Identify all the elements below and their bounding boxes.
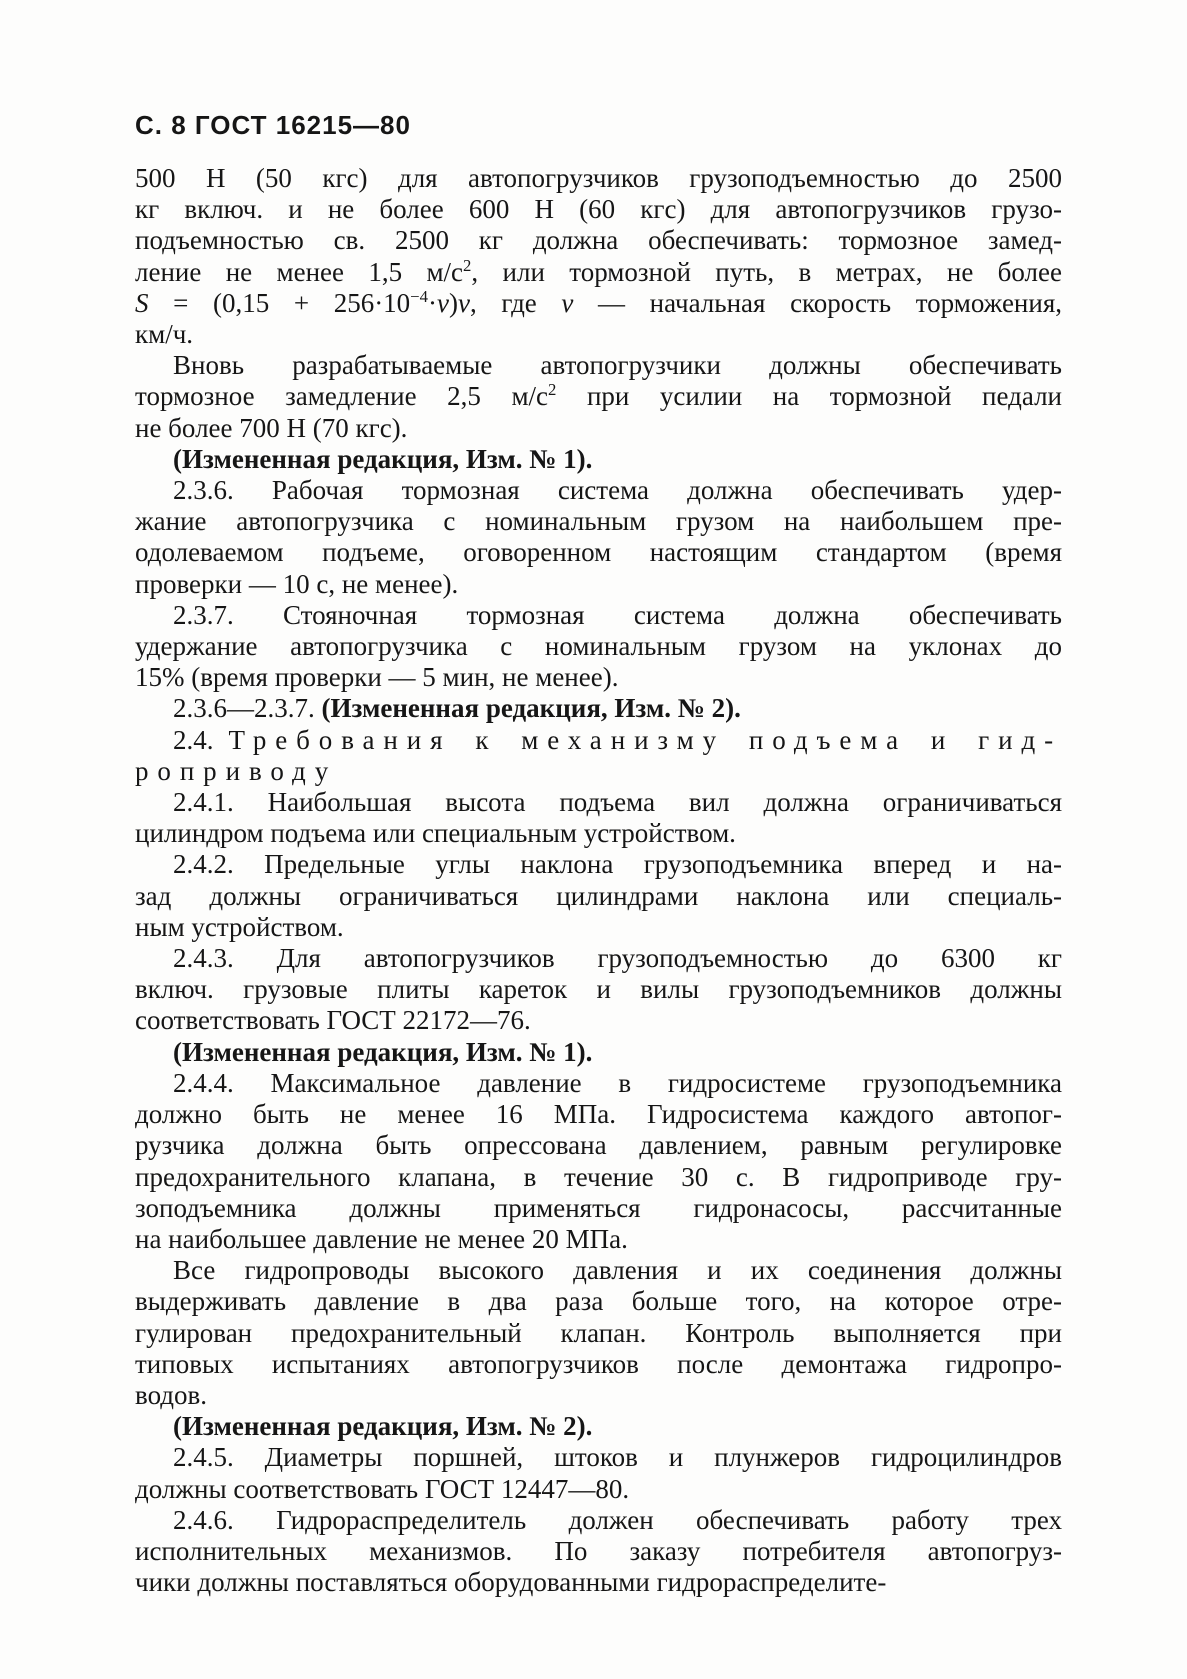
text-line: (Измененная редакция, Изм. № 1).	[173, 1036, 593, 1067]
paragraph	[135, 1255, 1062, 1411]
text-line: на наибольшее давление не менее 20 МПа.	[135, 1223, 628, 1254]
text-line: гулирован предохранительный клапан. Контроль выполняется при	[135, 1317, 1062, 1348]
paragraph	[135, 1068, 1062, 1255]
text-line: 2.3.7. Стояночная тормозная система должна обеспечивать	[173, 599, 1062, 630]
text-line: должны соответствовать ГОСТ 12447—80.	[135, 1473, 630, 1504]
paragraph	[135, 444, 1062, 475]
paragraph	[135, 350, 1062, 444]
text-line: км/ч.	[135, 319, 194, 350]
text-line: 2.3.6—2.3.7. (Измененная редакция, Изм. № 2).	[173, 693, 741, 724]
text-line: (Измененная редакция, Изм. № 1).	[173, 443, 593, 474]
paragraph	[135, 600, 1062, 694]
text-line: не более 700 Н (70 кгс).	[135, 412, 408, 443]
text-line: включ. грузовые плиты кареток и вилы грузоподъемников должны	[135, 974, 1062, 1005]
paragraph	[135, 1505, 1062, 1599]
text-line: 2.4.2. Предельные углы наклона грузоподъемника вперед и на-	[173, 849, 1062, 880]
text-line: типовых испытаниях автопогрузчиков после демонтажа гидропро-	[135, 1348, 1062, 1379]
text-line: цилиндром подъема или специальным устройством.	[135, 818, 736, 849]
text-line: предохранительного клапана, в течение 30 с. В гидроприводе гру-	[135, 1161, 1062, 1192]
text-line: водов.	[135, 1379, 208, 1410]
text-line: Вновь разрабатываемые автопогрузчики должны обеспечивать	[173, 350, 1062, 381]
text-line: чики должны поставляться оборудованными гидрораспределите-	[135, 1567, 887, 1598]
text-line: Все гидропроводы высокого давления и их соединения должны	[173, 1255, 1062, 1286]
text-line: зоподъемника должны применяться гидронасосы, рассчитанные	[135, 1192, 1062, 1223]
text-line: удержание автопогрузчика с номинальным грузом на уклонах до	[135, 631, 1062, 662]
text-line: тормозное замедление 2,5 $м/с^2$ при усилии на тормозной педали	[135, 380, 1063, 412]
text-line: 500 Н (50 кгс) для автопогрузчиков грузоподъемностью до 2500	[135, 163, 1062, 193]
text-line: 2.4. Требования к механизму подъема и гид-	[173, 724, 1063, 755]
text-line: ление не менее 1,5 $м/с^2$, или тормозной путь, в метрах, не более	[135, 255, 1062, 287]
text-line: исполнительных механизмов. По заказу потребителя автопогруз-	[135, 1535, 1062, 1566]
text-line: проверки — 10 с, не менее).	[135, 568, 459, 599]
paragraph	[135, 475, 1062, 600]
text-line: 2.4.1. Наибольшая высота подъема вил должна ограничиваться	[173, 787, 1062, 818]
text-line: ным устройством.	[135, 911, 344, 942]
paragraph	[135, 725, 1062, 787]
text-line: роприводу	[135, 755, 338, 786]
text-line: 15% (время проверки — 5 мин, не менее).	[135, 662, 619, 693]
text-line: 2.3.6. Рабочая тормозная система должна обеспечивать удер-	[173, 475, 1062, 506]
text-line: 2.4.6. Гидрораспределитель должен обеспечивать работу трех	[173, 1504, 1062, 1535]
text-line: 2.4.3. Для автопогрузчиков грузоподъемностью до 6300 кг	[173, 943, 1062, 974]
text-line: подъемностью св. 2500 кг должна обеспечивать: тормозное замед-	[135, 225, 1062, 256]
text-line: должно быть не менее 16 МПа. Гидросистема каждого автопог-	[135, 1099, 1062, 1130]
text-line: жание автопогрузчика с номинальным грузом на наибольшем пре-	[135, 506, 1062, 537]
text-line: 2.4.4. Максимальное давление в гидросистеме грузоподъемника	[173, 1067, 1062, 1098]
paragraph	[135, 1411, 1062, 1442]
text-line: выдерживать давление в два раза больше того, на которое отре-	[135, 1286, 1062, 1317]
text-line: 2.4.5. Диаметры поршней, штоков и плунжеров гидроцилиндров	[173, 1442, 1062, 1473]
paragraph	[135, 849, 1062, 943]
text-line: одолеваемом подъеме, оговоренном настоящим стандартом (время	[135, 537, 1062, 568]
text-line: зад должны ограничиваться цилиндрами наклона или специаль-	[135, 880, 1062, 911]
paragraph	[135, 943, 1062, 1037]
page-header: С. 8 ГОСТ 16215—80	[135, 110, 411, 140]
paragraph	[135, 163, 1062, 350]
paragraph	[135, 787, 1062, 849]
paragraph	[135, 1442, 1062, 1504]
text-line: (Измененная редакция, Изм. № 2).	[173, 1411, 593, 1442]
paragraph	[135, 1037, 1062, 1068]
text-line: кг включ. и не более 600 Н (60 кгс) для автопогрузчиков грузо-	[135, 194, 1062, 225]
text-line: рузчика должна быть опрессована давлением, равным регулировке	[135, 1130, 1062, 1161]
document-content	[135, 163, 1062, 1598]
text-line: соответствовать ГОСТ 22172—76.	[135, 1005, 531, 1036]
paragraph	[135, 693, 1062, 724]
text-line: $S = (0,15 + 256\cdot 10^{-4}\cdot v)v$, где v — начальная скорость торможения,	[135, 286, 1062, 318]
